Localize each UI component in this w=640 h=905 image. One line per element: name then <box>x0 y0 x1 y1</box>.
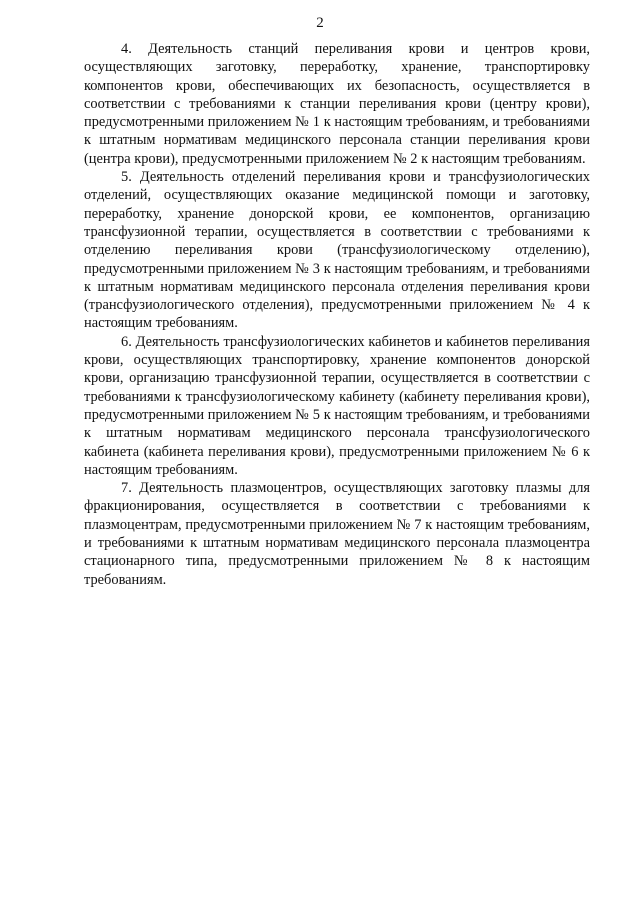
paragraph-6: 6. Деятельность трансфузиологических кабинетов и кабинетов переливания крови, осуществляющих транспортировку, хранение компонентов донорской крови, организацию трансфузионной терапии, осуществляется в соответствии с требованиями к трансфузиологическому кабинету (кабинету переливания крови), предусмотренными приложением № 5 к настоящим требованиям, и требованиями к штатным нормативам медицинского персонала трансфузиологического кабинета (кабинета переливания крови), предусмотренными приложением № 6 к настоящим требованиям. <box>84 333 590 478</box>
paragraph-4: 4. Деятельность станций переливания крови и центров крови, осуществляющих заготовку, переработку, хранение, транспортировку компонентов крови, обеспечивающих их безопасность, осуществляется в соответствии с требованиями к станции переливания крови (центру крови), предусмотренными приложением № 1 к настоящим требованиям, и требованиями к штатным нормативам медицинского персонала станции переливания крови (центра крови), предусмотренными приложением № 2 к настоящим требованиям. <box>84 41 590 167</box>
paragraph-7: 7. Деятельность плазмоцентров, осуществляющих заготовку плазмы для фракционирования, осуществляется в соответствии с требованиями к плазмоцентрам, предусмотренными приложением № 7 к настоящим требованиям, и требованиями к штатным нормативам медицинского персонала плазмоцентра стационарного типа, предусмотренными приложением № 8 к настоящим требованиям. <box>84 480 590 588</box>
document-body <box>84 40 590 589</box>
page-number: 2 <box>316 15 324 31</box>
paragraph-5: 5. Деятельность отделений переливания крови и трансфузиологических отделений, осуществляющих оказание медицинской помощи и заготовку, переработку, хранение донорской крови, ее компонентов, организацию трансфузионной терапии, осуществляется в соответствии с требованиями к отделению переливания крови (трансфузиологическому отделению), предусмотренными приложением № 3 к настоящим требованиям, и требованиями к штатным нормативам медицинского персонала отделения переливания крови (трансфузиологического отделения), предусмотренными приложением № 4 к настоящим требованиям. <box>84 169 590 332</box>
